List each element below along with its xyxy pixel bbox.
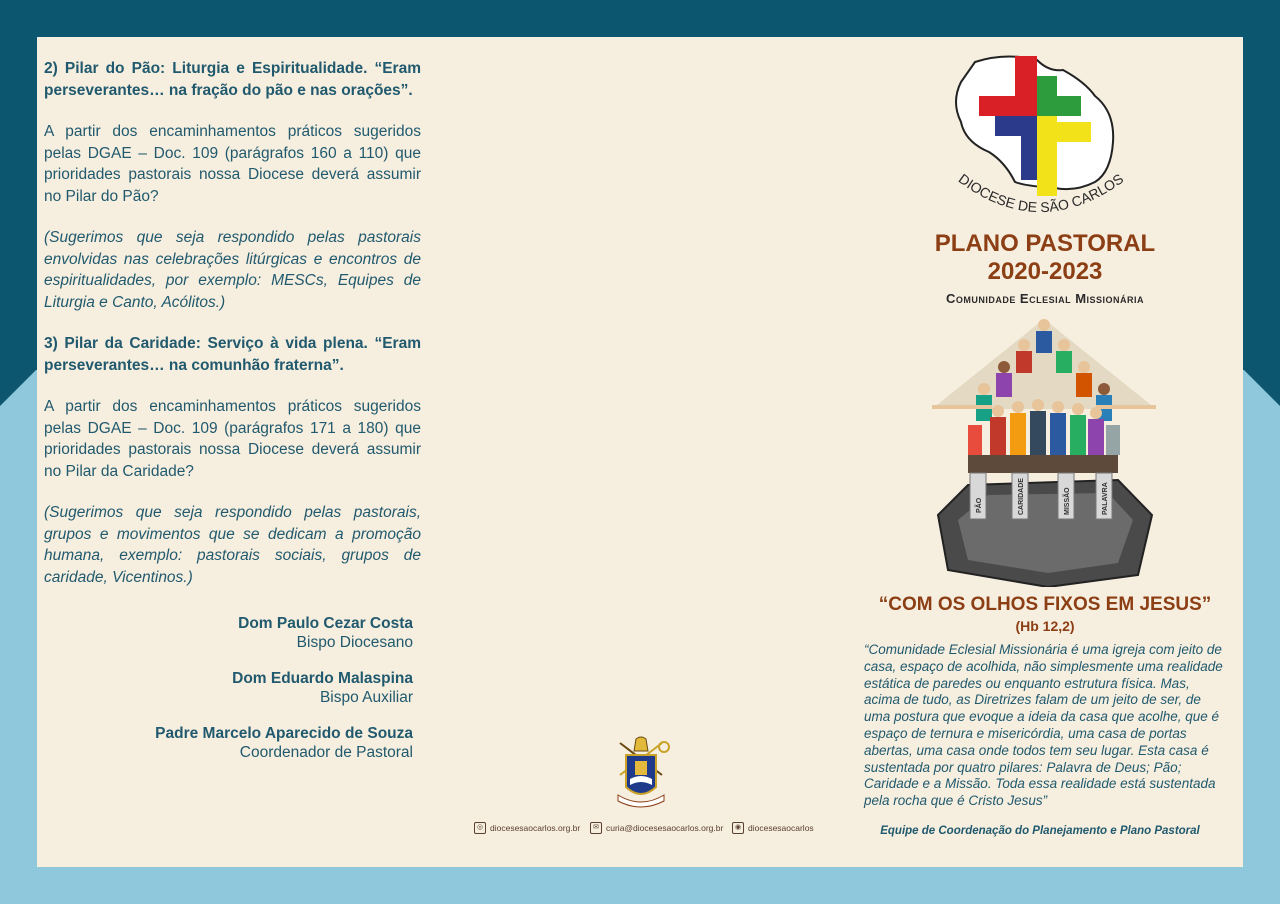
pillar-charity-suggestion: (Sugerimos que seja respondido pelas pastorais, grupos e movimentos que se dedicam a promoção humana, exemplo: pastorais sociais, grupos de caridade, Vicentinos.) [44, 504, 421, 586]
background-notch-right [1244, 370, 1280, 406]
pillar-bread-question: A partir dos encaminhamentos práticos sugeridos pelas DGAE – Doc. 109 (parágrafos 160 a 110) que prioridades pastorais nossa Diocese deverá assumir no Pilar do Pão? [44, 123, 421, 205]
pillar-bread-suggestion: (Sugerimos que seja respondido pelas pastorais envolvidas nas celebrações litúrgicas e encontros de espiritualidades, por exemplo: MESCs, Equipes de Liturgia e Canto, Acólitos.) [44, 229, 421, 311]
title-line-1: PLANO PASTORAL [934, 230, 1156, 257]
mail-icon: ✉ [590, 822, 602, 834]
instagram-text[interactable]: diocesesaocarlos [748, 823, 814, 833]
signature-name: Dom Paulo Cezar Costa [238, 615, 413, 632]
signature [33, 614, 413, 652]
left-column [44, 58, 421, 608]
bishop-coat-of-arms-icon [606, 735, 676, 813]
instagram-icon: ◉ [732, 822, 744, 834]
page-title [860, 230, 1230, 286]
signature-role: Bispo Diocesano [296, 634, 413, 651]
email-text[interactable]: curia@diocesesaocarlos.org.br [606, 823, 724, 833]
contact-instagram [732, 822, 814, 834]
signature-role: Bispo Auxiliar [319, 689, 413, 706]
quote-title: “COM OS OLHOS FIXOS EM JESUS” [878, 594, 1212, 615]
page-subtitle: Comunidade Eclesial Missionária [945, 291, 1145, 306]
pillar-label: MISSÃO [1064, 487, 1071, 515]
quote-text: “Comunidade Eclesial Missionária é uma igreja com jeito de casa, espaço de acolhida, não simplesmente uma realidade estática de paredes ou enquanto estrutura física. Mas, acima de tudo, as Diretrizes falam de um jeito de ser, de uma postura que evoque a ideia da casa que acolhe, que é espaço de ternura e misericórdia, uma casa de portas abertas, uma casa onde todos tem seu lugar. Esta casa é sustentada por quatro pilares: Palavra de Deus; Pão; Caridade e a Missão. Toda essa realidade está sustentada pela rocha que é Cristo Jesus” [864, 642, 1223, 809]
team-credit: Equipe de Coordenação do Planejamento e Plano Pastoral [880, 825, 1200, 837]
contact-website [474, 822, 580, 834]
signatures [33, 614, 413, 779]
background-notch-left [0, 370, 36, 406]
title-line-2: 2020-2023 [987, 258, 1103, 285]
globe-icon: ◎ [474, 822, 486, 834]
pillar-label: PALAVRA [1102, 482, 1109, 515]
community-house-illustration [928, 315, 1160, 587]
logo-text: DIOCESE DE SÃO CARLOS [955, 170, 1127, 216]
contact-email [590, 822, 723, 834]
pillar-charity-heading: 3) Pilar da Caridade: Serviço à vida plena. “Eram perseverantes… na comunhão fraterna”. [44, 335, 421, 374]
quote-reference: (Hb 12,2) [1015, 618, 1075, 634]
signature [33, 724, 413, 762]
signature-role: Coordenador de Pastoral [239, 744, 413, 761]
signature-name: Dom Eduardo Malaspina [232, 670, 413, 687]
pillar-charity-question: A partir dos encaminhamentos práticos sugeridos pelas DGAE – Doc. 109 (parágrafos 171 a 180) que prioridades pastorais nossa Diocese deverá assumir no Pilar da Caridade? [44, 398, 421, 480]
diocese-logo-icon [945, 52, 1135, 232]
website-text[interactable]: diocesesaocarlos.org.br [490, 823, 581, 833]
pillar-label: PÃO [976, 497, 983, 513]
pillar-bread-heading: 2) Pilar do Pão: Liturgia e Espiritualidade. “Eram perseverantes… na fração do pão e nas orações”. [44, 60, 421, 99]
signature [33, 669, 413, 707]
pillar-label: CARIDADE [1018, 478, 1025, 515]
signature-name: Padre Marcelo Aparecido de Souza [155, 725, 413, 742]
